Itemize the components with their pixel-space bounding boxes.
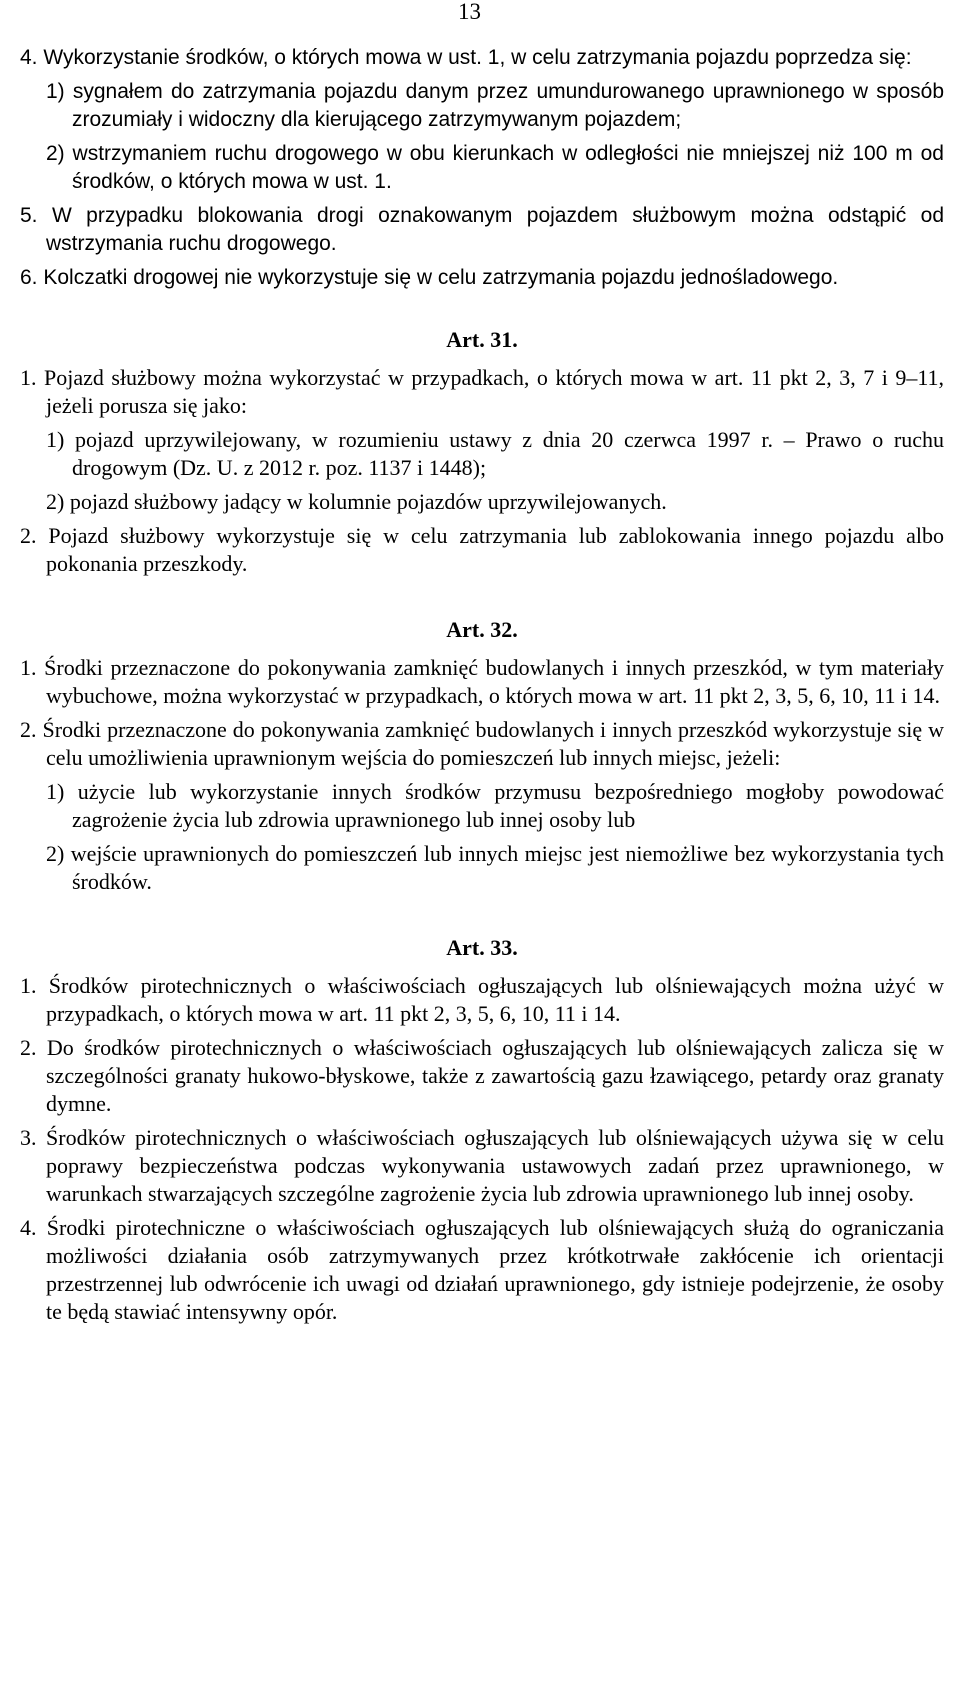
paragraph-6: 6. Kolczatki drogowej nie wykorzystuje się w celu zatrzymania pojazdu jednośladowego. [20, 266, 839, 289]
article-31-list-item-1: 1) pojazd uprzywilejowany, w rozumieniu ustawy z dnia 20 czerwca 1997 r. – Prawo o ruchu drogowym (Dz. U. z 2012 r. poz. 1137 i 1448); [46, 427, 944, 480]
article-32-paragraph-2: 2. Środki przeznaczone do pokonywania zamknięć budowlanych i innych przeszkód wykorzystuje się w celu umożliwienia uprawnionym wejścia do pomieszczeń lub innych miejsc, jeżeli: [20, 717, 944, 770]
list-item-4-1: 1) sygnałem do zatrzymania pojazdu danym przez umundurowanego uprawnionego w sposób zrozumiały i widoczny dla kierującego zatrzymywanym pojazdem; [46, 80, 944, 131]
article-33-paragraph-4: 4. Środki pirotechniczne o właściwościach ogłuszających lub olśniewających służą do ograniczania możliwości działania osób zatrzymywanych przez krótkotrwałe zakłócenie ich orientacji przestrzennej lub odwrócenie ich uwagi od działań uprawnionego, gdy istnieje podejrzenie, że osoby te będą stawiać intensywny opór. [20, 1215, 944, 1324]
article-31-paragraph-1: 1. Pojazd służbowy można wykorzystać w przypadkach, o których mowa w art. 11 pkt 2, 3, 7 i 9–11, jeżeli porusza się jako: [20, 365, 944, 418]
article-heading-31: Art. 31. [446, 327, 518, 352]
article-31-list-item-2: 2) pojazd służbowy jadący w kolumnie pojazdów uprzywilejowanych. [46, 489, 667, 514]
article-33-paragraph-1: 1. Środków pirotechnicznych o właściwościach ogłuszających lub olśniewających można użyć w przypadkach, o których mowa w art. 11 pkt 2, 3, 5, 6, 10, 11 i 14. [20, 973, 944, 1026]
document-body [20, 44, 944, 1332]
article-32-list-item-1: 1) użycie lub wykorzystanie innych środków przymusu bezpośredniego mogłoby powodować zagrożenie życia lub zdrowia uprawnionego lub innej osoby lub [46, 779, 944, 832]
article-33-paragraph-3: 3. Środków pirotechnicznych o właściwościach ogłuszających lub olśniewających używa się w celu poprawy bezpieczeństwa podczas wykonywania ustawowych zadań przez uprawnionego, w warunkach stwarzających szczególne zagrożenie życia lub zdrowia uprawnionego lub innej osoby. [20, 1125, 944, 1206]
article-33-paragraph-2: 2. Do środków pirotechnicznych o właściwościach ogłuszających lub olśniewających zalicza się w szczególności granaty hukowo-błyskowe, także z zawartością gazu łzawiącego, petardy oraz granaty dymne. [20, 1035, 944, 1116]
list-item-4-2: 2) wstrzymaniem ruchu drogowego w obu kierunkach w odległości nie mniejszej niż 100 m od środków, o których mowa w ust. 1. [46, 142, 944, 193]
paragraph-4: 4. Wykorzystanie środków, o których mowa w ust. 1, w celu zatrzymania pojazdu poprzedza się: [20, 46, 912, 69]
article-heading-32: Art. 32. [446, 617, 518, 642]
page-number: 13 [458, 0, 481, 24]
article-32-list-item-2: 2) wejście uprawnionych do pomieszczeń lub innych miejsc jest niemożliwe bez wykorzystania tych środków. [46, 841, 944, 894]
article-31-paragraph-2: 2. Pojazd służbowy wykorzystuje się w celu zatrzymania lub zablokowania innego pojazdu albo pokonania przeszkody. [20, 523, 944, 576]
paragraph-5: 5. W przypadku blokowania drogi oznakowanym pojazdem służbowym można odstąpić od wstrzymania ruchu drogowego. [20, 204, 944, 255]
article-heading-33: Art. 33. [446, 935, 518, 960]
article-32-paragraph-1: 1. Środki przeznaczone do pokonywania zamknięć budowlanych i innych przeszkód, w tym materiały wybuchowe, można wykorzystać w przypadkach, o których mowa w art. 11 pkt 2, 3, 5, 6, 10, 11 i 14. [20, 655, 944, 708]
